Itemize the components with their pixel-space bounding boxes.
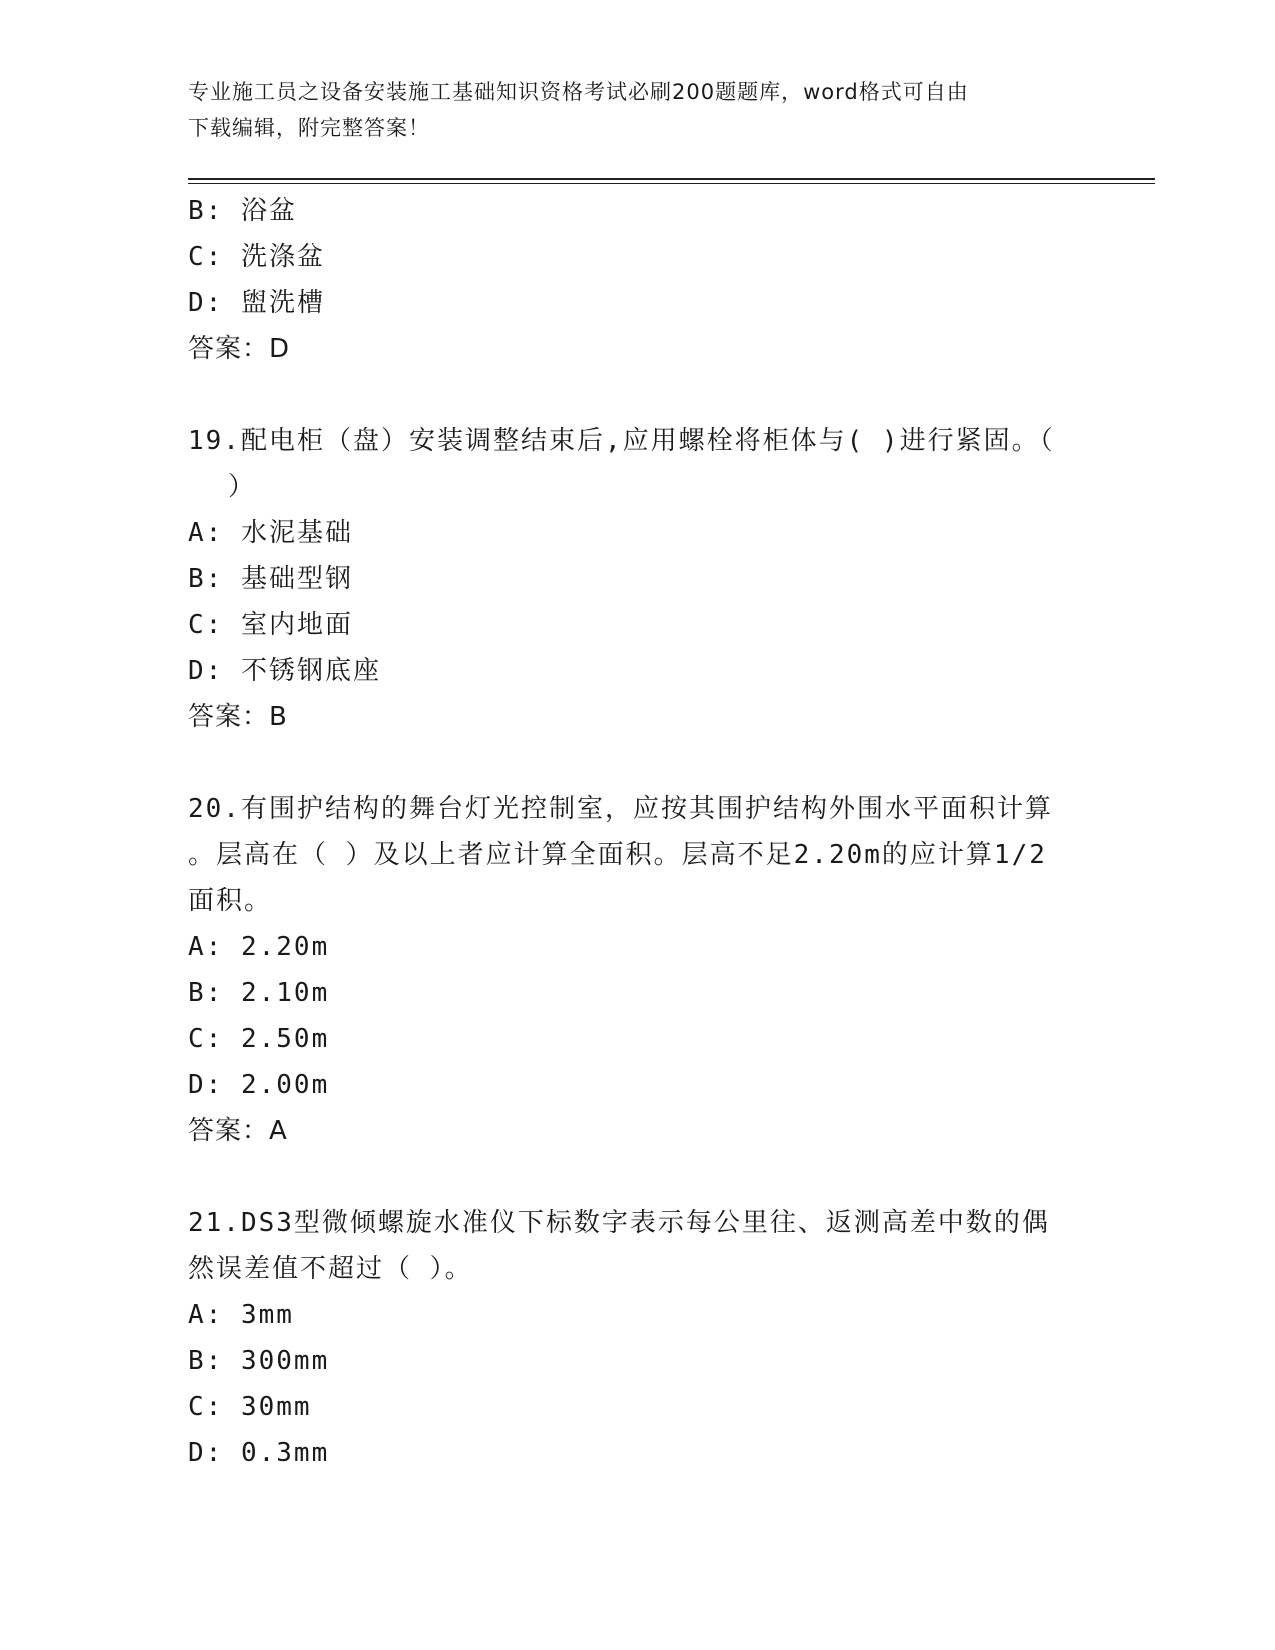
document-header — [188, 74, 1088, 146]
option-d: D: 不锈钢底座 — [188, 656, 381, 686]
answer-line: 答案：D — [188, 334, 291, 364]
header-divider-thick — [188, 178, 1155, 180]
option-d: D: 2.00m — [188, 1070, 330, 1100]
option-c: C: 洗涤盆 — [188, 242, 325, 272]
question-list — [188, 188, 1088, 1476]
option-b: B: 基础型钢 — [188, 564, 353, 594]
option-a: A: 2.20m — [188, 932, 330, 962]
header-divider-thin — [188, 183, 1155, 184]
option-c: C: 2.50m — [188, 1024, 330, 1054]
question-text-line-1: 20.有围护结构的舞台灯光控制室，应按其围护结构外围水平面积计算 — [188, 794, 1053, 824]
question-text-line-2: 然误差值不超过（ ）。 — [188, 1254, 473, 1284]
option-b: B: 2.10m — [188, 978, 330, 1008]
question-21 — [188, 1200, 1088, 1476]
option-d: D: 盥洗槽 — [188, 288, 325, 318]
question-spacer — [188, 1154, 1088, 1200]
question-20 — [188, 786, 1088, 1154]
question-text-line-2: ） — [228, 472, 257, 502]
question-19 — [188, 418, 1088, 740]
option-a: A: 水泥基础 — [188, 518, 353, 548]
answer-line: 答案：A — [188, 1116, 288, 1146]
question-text-line-1: 21.DS3型微倾螺旋水准仪下标数字表示每公里往、返测高差中数的偶 — [188, 1208, 1050, 1238]
option-c: C: 室内地面 — [188, 610, 353, 640]
question-text-line-1: 19.配电柜（盘）安装调整结束后,应用螺栓将柜体与( )进行紧固。（ — [188, 426, 1055, 456]
question-18-tail — [188, 188, 1088, 372]
option-b: B: 浴盆 — [188, 196, 297, 226]
header-title-line-1: 专业施工员之设备安装施工基础知识资格考试必刷200题题库，word格式可自由 — [188, 80, 969, 104]
option-d: D: 0.3mm — [188, 1438, 330, 1468]
option-b: B: 300mm — [188, 1346, 330, 1376]
question-spacer — [188, 372, 1088, 418]
question-spacer — [188, 740, 1088, 786]
option-c: C: 30mm — [188, 1392, 312, 1422]
header-title-line-2: 下载编辑，附完整答案！ — [188, 116, 430, 140]
option-a: A: 3mm — [188, 1300, 294, 1330]
question-text-line-3: 面积。 — [188, 886, 273, 916]
answer-line: 答案：B — [188, 702, 288, 732]
question-text-line-2: 。层高在（ ）及以上者应计算全面积。层高不足2.20m的应计算1/2 — [188, 840, 1047, 870]
